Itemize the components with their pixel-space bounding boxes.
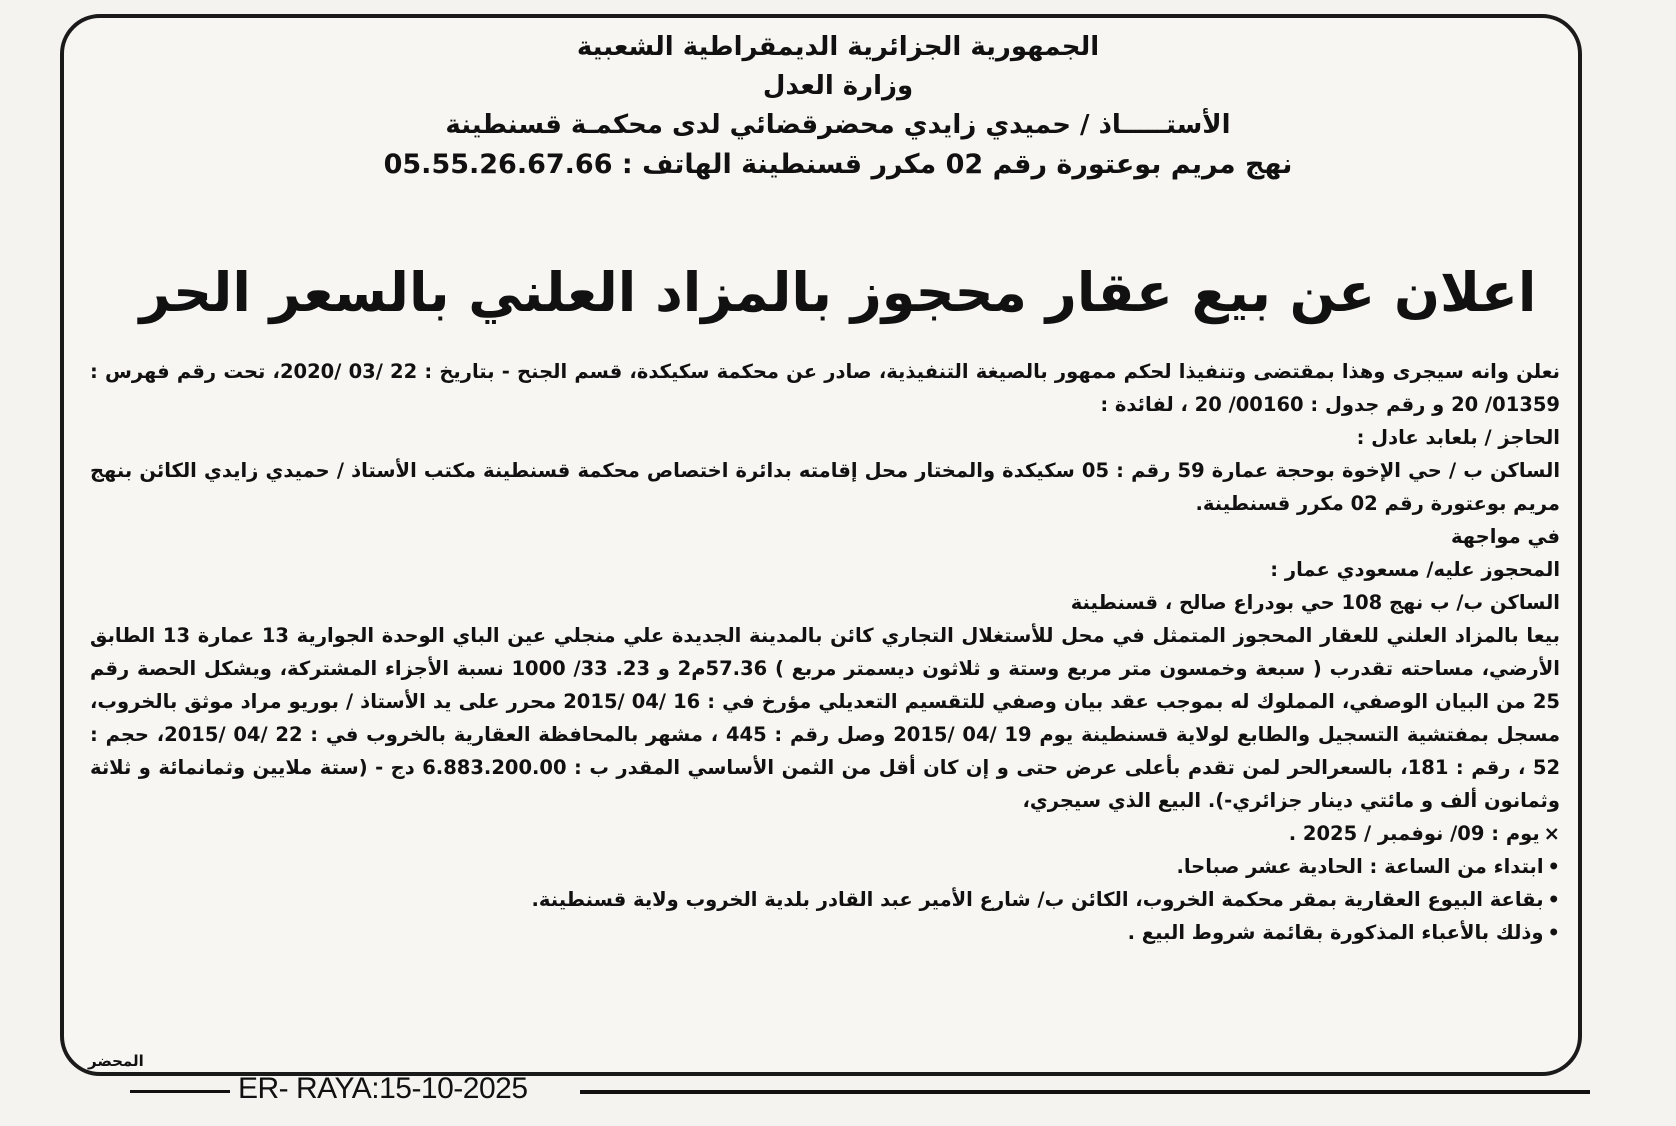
seized-party-address: الساكن ب/ ب نهج 108 حي بودراع صالح ، قسنطينة — [1070, 591, 1560, 614]
footer-rule-left — [130, 1090, 230, 1093]
bailiff-address-phone: نهج مريم بوعتورة رقم 02 مكرر قسنطينة الهاتف : 05.55.26.67.66 — [383, 149, 1293, 180]
notice-header — [100, 28, 1576, 184]
notice-body — [90, 355, 1560, 949]
bullet-marker: × — [1543, 822, 1560, 845]
seizing-party: الحاجز / بلعابد عادل : — [1356, 426, 1560, 449]
sale-date: يوم : 09/ نوفمبر / 2025 . — [1288, 822, 1540, 845]
bailiff-name: الأستـــــاذ / حميدي زايدي محضرقضائي لدى محكمـة قسنطينة — [445, 110, 1231, 140]
footer-rule-right — [580, 1090, 1590, 1094]
ministry-name: وزارة العدل — [762, 71, 914, 101]
notice-title: اعلان عن بيع عقار محجوز بالمزاد العلني بالسعر الحر — [139, 261, 1537, 324]
sale-location: بقاعة البيوع العقارية بمقر محكمة الخروب، الكائن ب/ شارع الأمير عبد القادر بلدية الخروب ولاية قسنطينة. — [531, 888, 1544, 911]
judgment-paragraph: نعلن وانه سيجرى وهذا بمقتضى وتنفيذا لحكم ممهور بالصيغة التنفيذية، صادر عن محكمة سكيكدة، قسم الجنح - بتاريخ : 22 /03 /2020، تحت رقم فهرس : 01359/ 20 و رقم جدول : 00160/ 20 ، لفائدة : — [90, 360, 1560, 416]
sale-conditions: وذلك بالأعباء المذكورة بقائمة شروط البيع . — [1127, 921, 1544, 944]
bullet-marker: • — [1547, 855, 1560, 878]
against-label: في مواجهة — [1450, 525, 1560, 548]
republic-name: الجمهورية الجزائرية الديمقراطية الشعبية — [576, 32, 1100, 62]
bullet-marker: • — [1547, 888, 1560, 911]
sale-time: ابتداء من الساعة : الحادية عشر صباحا. — [1176, 855, 1544, 878]
sale-time-item — [90, 850, 1560, 883]
bailiff-signature-label: المحضر — [88, 1052, 144, 1070]
sale-location-item — [90, 883, 1560, 916]
sale-date-item — [90, 817, 1560, 850]
property-description: بيعا بالمزاد العلني للعقار المحجوز المتمثل في محل للأستغلال التجاري كائن بالمدينة الجديدة علي منجلي عين الباي الوحدة الجوارية 13 عمارة 13 الطابق الأرضي، مساحته تقدرب ( سبعة وخمسون متر مربع وستة و ثلاثون ديسمتر مربع ) 57.36م2 و 23. 33/ 1000 نسبة الأجزاء المشتركة، ويشكل الحصة رقم 25 من البيان الوصفي، المملوك له بموجب عقد بيان وصفي للتقسيم التعديلي مؤرخ في : 16 /04 /2015 محرر على يد الأستاذ / بوريو مراد موثق بالخروب، مسجل بمفتشية التسجيل والطابع لولاية قسنطينة يوم 19 /04 /2015 وصل رقم : 445 ، مشهر بالمحافظة العقارية بالخروب في : 22 /04 /2015، حجم : 52 ، رقم : 181، بالسعرالحر لمن تقدم بأعلى عرض حتى و إن كان أقل من الثمن الأساسي المقدر ب : 6.883.200.00 دج - (ستة ملايين وثمانمائة و ثلاثة وثمانون ألف و مائتي دينار جزائري-). البيع الذي سيجري، — [90, 624, 1561, 812]
sale-conditions-item — [90, 916, 1560, 949]
publication-stamp: ER- RAYA:15-10-2025 — [238, 1072, 528, 1105]
seizing-party-address: الساكن ب / حي الإخوة بوحجة عمارة 59 رقم : 05 سكيكدة والمختار محل إقامته بدائرة اختصاص محكمة قسنطينة مكتب الأستاذ / حميدي زايدي الكائن بنهج مريم بوعتورة رقم 02 مكرر قسنطينة. — [90, 459, 1561, 515]
bullet-marker: • — [1547, 921, 1560, 944]
seized-party: المحجوز عليه/ مسعودي عمار : — [1270, 558, 1560, 581]
